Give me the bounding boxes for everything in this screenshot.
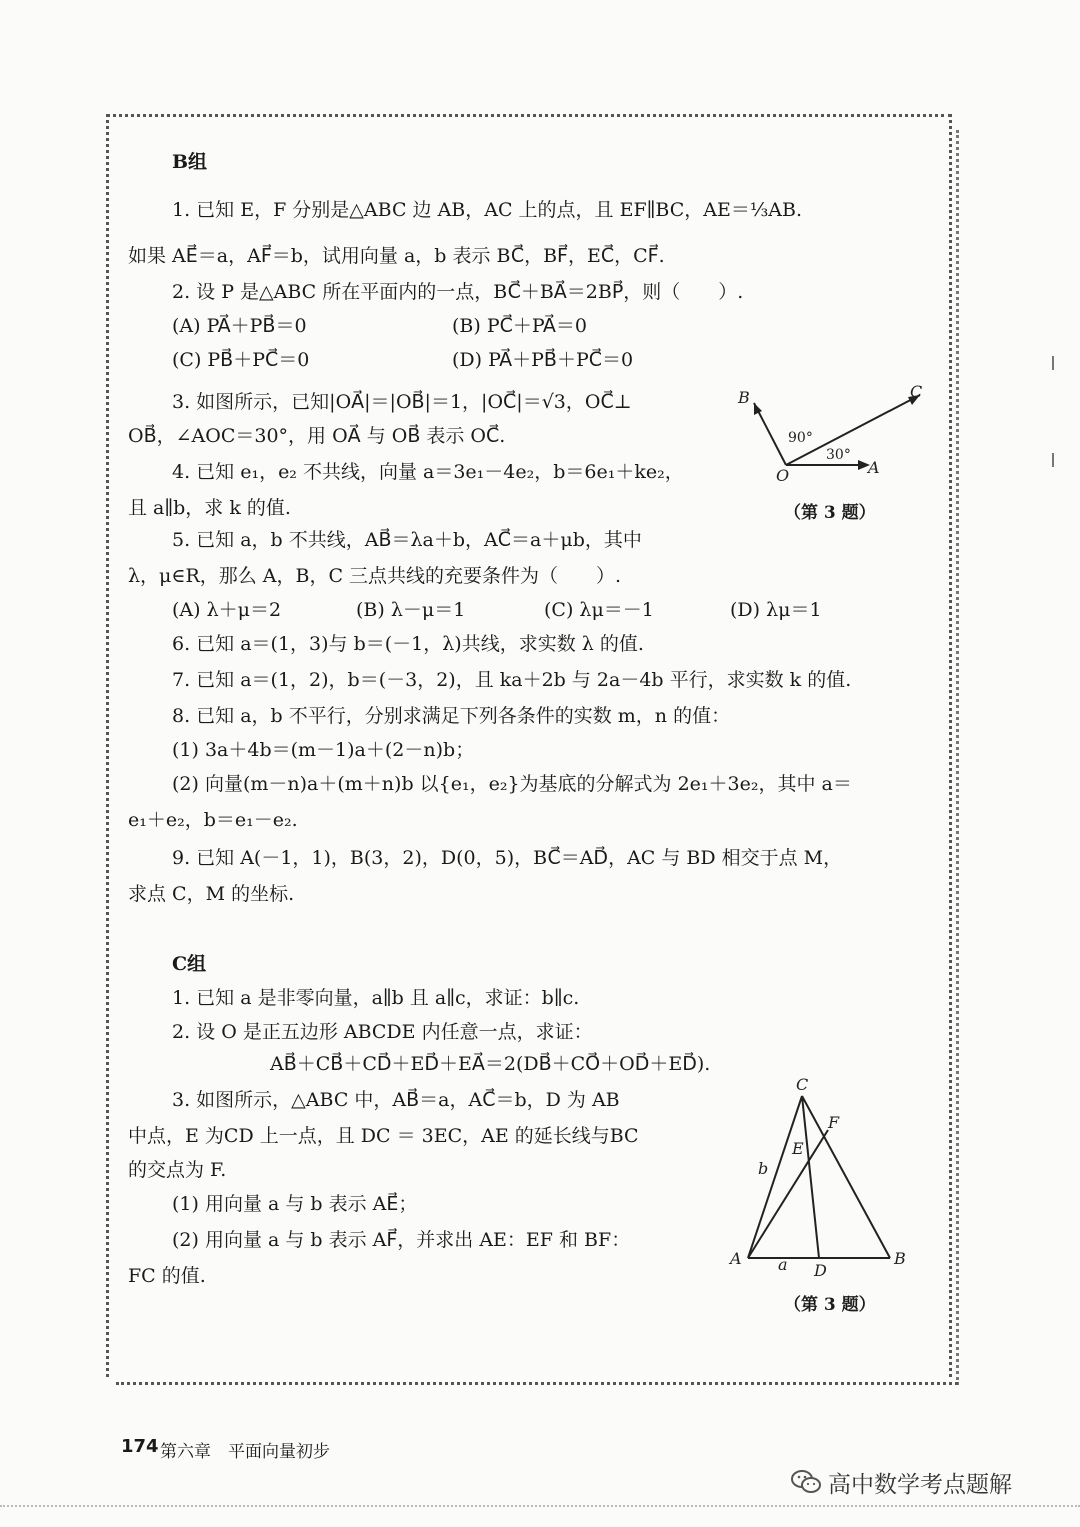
figure-c3-caption: （第 3 题） [784,1295,876,1315]
b4-line2: 且 a∥b，求 k 的值. [128,497,291,519]
figure-b3 [730,375,930,485]
b3-line1: 3. 如图所示，已知|OA⃗|＝|OB⃗|＝1，|OC⃗|＝√3，OC⃗⊥ [172,391,632,413]
segment-ac [748,1096,802,1258]
chapter-title: 第六章 平面向量初步 [160,1442,330,1462]
b2-line: 2. 设 P 是△ABC 所在平面内的一点，BC⃗＋BA⃗＝2BP⃗，则（ ）. [172,281,744,303]
b2-option-c: (C) PB⃗＋PC⃗＝0 [172,349,310,371]
b3-line2: OB⃗，∠AOC＝30°，用 OA⃗ 与 OB⃗ 表示 OC⃗. [128,425,506,447]
label-b: B [738,388,750,407]
figure-b3-caption: （第 3 题） [784,503,876,523]
b5-option-c: (C) λμ＝－1 [544,599,654,621]
scan-edge [0,1505,1080,1507]
label-f: F [828,1113,840,1132]
label-90: 90° [788,430,813,446]
b5-option-d: (D) λμ＝1 [730,599,822,621]
c3-line1: 3. 如图所示，△ABC 中，AB⃗＝a，AC⃗＝b，D 为 AB [172,1089,620,1111]
b6-line: 6. 已知 a＝(1，3)与 b＝(－1，λ)共线，求实数 λ 的值. [172,633,644,655]
label-30: 30° [826,447,851,463]
label-c: C [796,1075,809,1094]
b5-option-a: (A) λ＋μ＝2 [172,599,282,621]
b1-line2: 如果 AE⃗＝a，AF⃗＝b，试用向量 a，b 表示 BC⃗，BF⃗，EC⃗，CF⃗. [128,245,665,267]
segment-bc [802,1096,890,1258]
c3-line2: 中点，E 为CD 上一点，且 DC ＝ 3EC，AE 的延长线与BC [128,1125,639,1147]
b8-line: 8. 已知 a，b 不平行，分别求满足下列各条件的实数 m，n 的值： [172,705,731,727]
label-a: A [730,1249,742,1268]
b5-line1: 5. 已知 a，b 不共线，AB⃗＝λa＋b，AC⃗＝a＋μb，其中 [172,529,642,551]
segment-cd [802,1096,819,1258]
b1-line1: 1. 已知 E，F 分别是△ABC 边 AB，AC 上的点，且 EF∥BC，AE＝⅓AB. [172,199,802,221]
label-a-vector: a [778,1255,788,1274]
c1-line: 1. 已知 a 是非零向量，a∥b 且 a∥c，求证：b∥c. [172,987,580,1009]
label-b: B [894,1249,906,1268]
margin-tick [1052,356,1054,370]
b8-part2: (2) 向量(m－n)a＋(m＋n)b 以{e₁，e₂}为基底的分解式为 2e₁＋3e₂，其中 a＝ [172,773,852,795]
label-c: C [910,382,923,401]
page-number: 174 [121,1436,159,1457]
b2-option-d: (D) PA⃗＋PB⃗＋PC⃗＝0 [452,349,634,371]
wechat-icon [790,1468,822,1496]
problem-box-bottom [116,1382,958,1385]
b9-line1: 9. 已知 A(－1，1)，B(3，2)，D(0，5)，BC⃗＝AD⃗，AC 与 BD 相交于点 M， [172,847,843,869]
group-b-heading: B组 [172,151,208,173]
b5-option-b: (B) λ－μ＝1 [356,599,466,621]
label-e: E [792,1139,804,1158]
b5-line2: λ，μ∈R，那么 A，B，C 三点共线的充要条件为（ ）. [128,565,622,587]
label-b-vector: b [758,1159,769,1178]
margin-tick [1052,453,1054,467]
c3-part2-cont: FC 的值. [128,1265,206,1287]
b2-option-a: (A) PA⃗＋PB⃗＝0 [172,315,307,337]
c3-part2: (2) 用向量 a 与 b 表示 AF⃗，并求出 AE：EF 和 BF： [172,1229,631,1251]
problem-box-shadow [956,130,959,1385]
b8-part2-cont: e₁＋e₂，b＝e₁－e₂. [128,809,298,831]
c3-line3: 的交点为 F. [128,1159,227,1181]
label-o: O [776,466,790,485]
c3-part1: (1) 用向量 a 与 b 表示 AE⃗； [172,1193,418,1215]
b4-line1: 4. 已知 e₁，e₂ 不共线，向量 a＝3e₁－4e₂，b＝6e₁＋ke₂， [172,461,684,483]
c2-equation: AB⃗＋CB⃗＋CD⃗＋ED⃗＋EA⃗＝2(DB⃗＋CO⃗＋OD⃗＋ED⃗). [270,1053,711,1075]
b9-line2: 求点 C，M 的坐标. [128,883,295,905]
c2-line1: 2. 设 O 是正五边形 ABCDE 内任意一点，求证： [172,1021,593,1043]
label-d: D [814,1261,827,1280]
label-a: A [868,458,880,477]
b2-option-b: (B) PC⃗＋PA⃗＝0 [452,315,588,337]
figure-c3 [722,1072,922,1288]
b7-line: 7. 已知 a＝(1，2)，b＝(－3，2)，且 ka＋2b 与 2a－4b 平行，求实数 k 的值. [172,669,852,691]
watermark: 高中数学考点题解 [828,1472,1012,1498]
group-c-heading: C组 [172,953,207,975]
b8-part1: (1) 3a＋4b＝(m－1)a＋(2－n)b； [172,739,475,761]
